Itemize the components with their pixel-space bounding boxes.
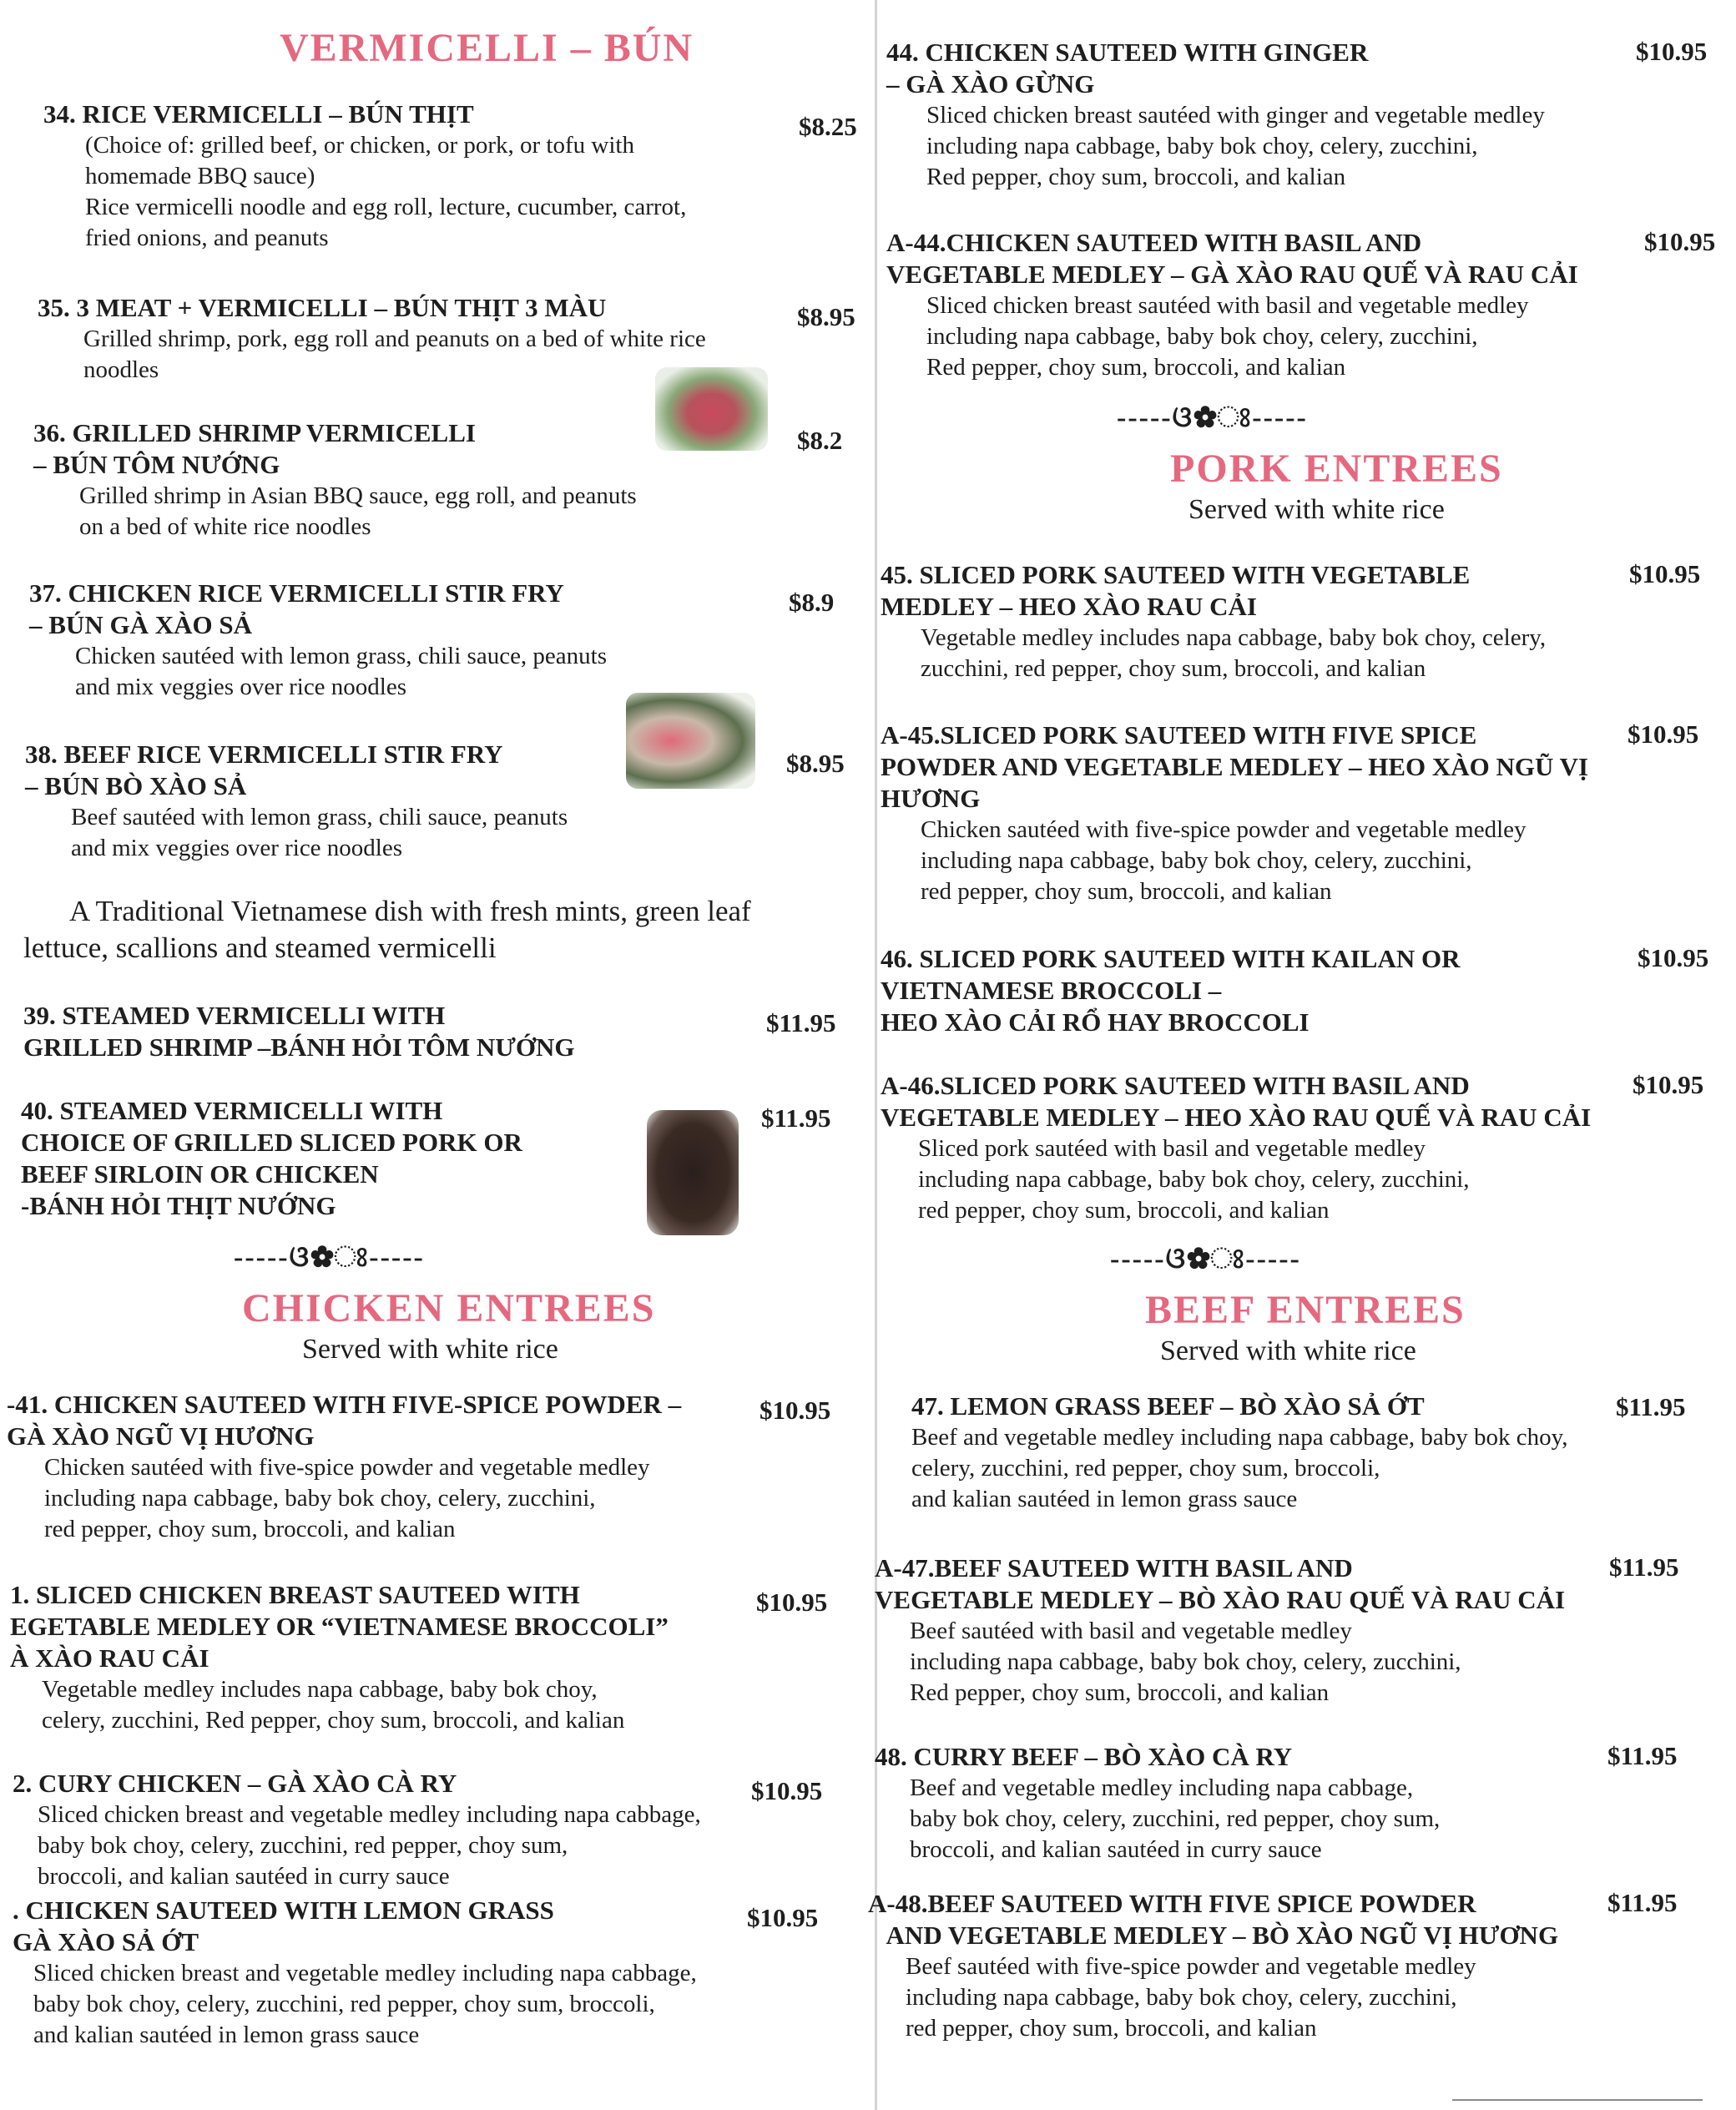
item-price: $10.95 [1638,943,1709,972]
item-description [876,1422,1728,1515]
desc-line: Red pepper, choy sum, broccoli, and kalian [910,1679,1330,1706]
desc-line: broccoli, and kalian sautéed in curry sauce [38,1863,450,1890]
item-price: $11.95 [1616,1392,1686,1421]
item-description [886,290,1729,383]
item-title [881,943,1723,1038]
item-title-line: 37. CHICKEN RICE VERMICELLI STIR FRY [29,578,564,608]
item-description [881,815,1723,907]
item-description [881,623,1723,684]
desc-line: Grilled shrimp in Asian BBQ sauce, egg roll, and peanuts [79,482,637,509]
desc-line: Sliced chicken breast sautéed with basil and vegetable medley [926,292,1529,319]
desc-line: zucchini, red pepper, choy sum, broccoli, and kalian [921,655,1426,682]
desc-line: red pepper, choy sum, broccoli, and kalian [906,2015,1317,2042]
item-title [38,292,855,324]
desc-line: noodles [83,356,159,383]
item-price: $8.95 [786,749,845,778]
desc-line: Beef and vegetable medley including napa cabbage, [910,1774,1414,1801]
item-title [25,739,843,802]
item-description [886,100,1729,193]
vermicelli-heading: VERMICELLI – BÚN [280,26,694,70]
item-title-line: 1. SLICED CHICKEN BREAST SAUTEED WITH [10,1580,580,1609]
item-price: $11.95 [1609,1552,1679,1582]
item-price: $11.95 [761,1103,831,1133]
menu-item-43b [13,1895,864,2051]
desc-line: red pepper, choy sum, broccoli, and kalian [921,878,1332,905]
item-title-line: A-45.SLICED PORK SAUTEED WITH FIVE SPICE [881,720,1477,750]
item-title [886,37,1729,100]
traditional-note [23,893,751,967]
item-title-line: GÀ XÀO SẢ ỚT [13,1927,199,1956]
desc-line: including napa cabbage, baby bok choy, celery, zucchini, [918,1166,1470,1193]
item-title-line: 2. CURY CHICKEN – GÀ XÀO CÀ RY [13,1769,457,1798]
desc-line: Beef sautéed with five-spice powder and vegetable medley [906,1953,1476,1980]
beef-heading: BEEF ENTREES [1145,1288,1466,1332]
item-price: $11.95 [766,1008,836,1037]
item-title [43,98,861,130]
item-description [13,1800,864,1892]
item-title-line: – BÚN GÀ XÀO SẢ [29,610,252,639]
item-title-line: -41. CHICKEN SAUTEED WITH FIVE-SPICE POWDER – [7,1390,682,1419]
item-title [13,1895,864,1958]
item-description [33,481,851,543]
item-price: $8.9 [789,588,835,617]
menu-item-a44 [886,227,1729,383]
menu-item-36 [33,417,851,543]
desc-line: Rice vermicelli noodle and egg roll, lecture, cucumber, carrot, [85,194,687,220]
desc-line: red pepper, choy sum, broccoli, and kalian [44,1516,456,1542]
desc-line: and mix veggies over rice noodles [71,835,403,861]
item-title-line: HƯƠNG [881,784,981,813]
item-title [23,1000,841,1063]
menu-item-a47 [875,1552,1726,1709]
menu-item-40 [21,1095,839,1222]
item-title [875,1741,1726,1773]
item-title-line: 40. STEAMED VERMICELLI WITH [21,1096,443,1125]
desc-line: including napa cabbage, baby bok choy, celery, zucchini, [921,847,1472,874]
item-description [13,1958,864,2051]
item-title [881,559,1723,623]
item-description [10,1674,861,1736]
item-price: $10.95 [1633,1070,1704,1099]
item-title-line: -BÁNH HỎI THỊT NƯỚNG [21,1191,336,1220]
chicken-subtitle: Served with white rice [302,1334,558,1365]
menu-item-37 [29,578,847,703]
item-title-line: 45. SLICED PORK SAUTEED WITH VEGETABLE [881,560,1471,589]
desc-line: and kalian sautéed in lemon grass sauce [911,1486,1298,1512]
item-title-line: 44. CHICKEN SAUTEED WITH GINGER [886,38,1369,67]
item-title-line: 47. LEMON GRASS BEEF – BÒ XÀO SẢ ỚT [911,1391,1425,1421]
item-price: $10.95 [1628,719,1699,749]
item-title [21,1095,839,1222]
desc-line: Beef and vegetable medley including napa cabbage, baby bok choy, [911,1424,1568,1451]
item-price: $10.95 [760,1396,831,1425]
item-price: $10.95 [756,1588,828,1617]
item-title-line: 36. GRILLED SHRIMP VERMICELLI [33,418,476,447]
item-title-line: A-48.BEEF SAUTEED WITH FIVE SPICE POWDER [868,1889,1476,1918]
item-title-line: À XÀO RAU CẢI [10,1643,209,1673]
desc-line: Sliced pork sautéed with basil and vegetable medley [918,1135,1426,1162]
menu-item-43 [13,1768,864,1892]
section-ornament: -----ଓ✿ଃ----- [234,1242,425,1273]
desc-line: Beef sautéed with basil and vegetable medley [910,1618,1352,1644]
desc-line: including napa cabbage, baby bok choy, celery, zucchini, [926,133,1478,159]
beef-subtitle: Served with white rice [1160,1335,1416,1366]
item-title-line: 35. 3 MEAT + VERMICELLI – BÚN THỊT 3 MÀU [38,293,607,322]
item-title [33,417,851,481]
item-title-line: VEGETABLE MEDLEY – GÀ XÀO RAU QUẾ VÀ RAU CẢI [886,260,1578,289]
desc-line: Red pepper, choy sum, broccoli, and kalian [926,164,1346,190]
menu-item-a48 [868,1888,1728,2044]
item-title-line: 48. CURRY BEEF – BÒ XÀO CÀ RY [875,1742,1293,1771]
desc-line: baby bok choy, celery, zucchini, red pepper, choy sum, broccoli, [33,1991,655,2017]
bottom-rule [1452,2099,1703,2101]
desc-line: and mix veggies over rice noodles [75,674,407,700]
menu-item-41 [7,1389,858,1545]
desc-line: Sliced chicken breast sautéed with ginger and vegetable medley [926,102,1545,129]
item-title [881,1070,1723,1133]
desc-line: Beef sautéed with lemon grass, chili sauce, peanuts [71,804,568,830]
desc-line: baby bok choy, celery, zucchini, red pepper, choy sum, [38,1832,568,1859]
item-price: $10.95 [747,1903,819,1932]
desc-line: Chicken sautéed with five-spice powder and vegetable medley [44,1454,650,1481]
item-description [868,1951,1728,2044]
item-title-line: AND VEGETABLE MEDLEY – BÒ XÀO NGŨ VỊ HƯƠNG [868,1921,1559,1950]
item-title-line: MEDLEY – HEO XÀO RAU CẢI [881,592,1257,621]
menu-item-46 [881,943,1723,1038]
menu-item-34 [43,98,861,254]
item-title-line: A-44.CHICKEN SAUTEED WITH BASIL AND [886,228,1422,257]
item-title-line: EGETABLE MEDLEY OR “VIETNAMESE BROCCOLI” [10,1612,669,1641]
item-title-line: A-46.SLICED PORK SAUTEED WITH BASIL AND [881,1071,1470,1100]
item-price: $11.95 [1607,1741,1678,1770]
desc-line: Grilled shrimp, pork, egg roll and peanuts on a bed of white rice [83,326,706,352]
menu-item-42 [10,1579,861,1736]
menu-item-47 [876,1391,1728,1515]
note-line: A Traditional Vietnamese dish with fresh mints, green leaf [69,895,751,927]
item-price: $8.25 [799,112,857,141]
item-description [875,1616,1726,1709]
item-price: $10.95 [1629,559,1701,588]
item-description [7,1452,858,1545]
item-description [881,1133,1723,1226]
item-title [886,227,1729,290]
item-title-line: CHOICE OF GRILLED SLICED PORK OR [21,1128,522,1157]
item-title-line: – BÚN BÒ XÀO SẢ [25,771,247,800]
item-title [876,1391,1728,1422]
item-title-line: . CHICKEN SAUTEED WITH LEMON GRASS [13,1895,554,1925]
item-description [43,130,861,254]
item-title-line: 39. STEAMED VERMICELLI WITH [23,1001,446,1030]
desc-line: fried onions, and peanuts [85,225,329,251]
item-price: $10.95 [1644,227,1716,256]
item-title-line: – GÀ XÀO GỪNG [886,69,1095,98]
item-title-line: POWDER AND VEGETABLE MEDLEY – HEO XÀO NGŨ VỊ [881,752,1589,781]
item-title [7,1389,858,1452]
desc-line: including napa cabbage, baby bok choy, celery, zucchini, [910,1648,1461,1675]
desc-line: Sliced chicken breast and vegetable medley including napa cabbage, [38,1801,701,1828]
item-price: $8.95 [797,302,855,331]
item-price: $10.95 [751,1776,823,1805]
desc-line: baby bok choy, celery, zucchini, red pepper, choy sum, [910,1805,1441,1832]
item-title-line: BEEF SIRLOIN OR CHICKEN [21,1159,379,1189]
item-price: $8.2 [797,426,843,455]
pork-heading: PORK ENTREES [1170,447,1503,491]
desc-line: on a bed of white rice noodles [79,513,371,540]
item-title-line: HEO XÀO CẢI RỔ HAY BROCCOLI [881,1007,1310,1037]
desc-line: Chicken sautéed with five-spice powder and vegetable medley [921,816,1527,843]
item-title-line: GRILLED SHRIMP –BÁNH HỎI TÔM NƯỚNG [23,1032,575,1062]
item-title [881,719,1723,815]
item-price: $11.95 [1607,1888,1678,1917]
menu-item-48 [875,1741,1726,1865]
desc-line: celery, zucchini, Red pepper, choy sum, broccoli, and kalian [42,1707,625,1734]
desc-line: Vegetable medley includes napa cabbage, baby bok choy, celery, [921,624,1547,651]
desc-line: including napa cabbage, baby bok choy, celery, zucchini, [44,1485,596,1512]
chicken-heading: CHICKEN ENTREES [242,1286,656,1330]
desc-line: Red pepper, choy sum, broccoli, and kalian [926,354,1346,381]
item-title-line: 38. BEEF RICE VERMICELLI STIR FRY [25,740,503,769]
note-line: lettuce, scallions and steamed vermicelli [23,931,497,964]
desc-line: red pepper, choy sum, broccoli, and kalian [918,1197,1330,1224]
menu-item-38 [25,739,843,864]
item-title [29,578,847,641]
menu-item-a46 [881,1070,1723,1226]
menu-item-45 [881,559,1723,684]
desc-line: (Choice of: grilled beef, or chicken, or pork, or tofu with [85,132,634,159]
menu-item-a45 [881,719,1723,907]
desc-line: celery, zucchini, red pepper, choy sum, broccoli, [911,1455,1380,1482]
desc-line: including napa cabbage, baby bok choy, celery, zucchini, [926,323,1478,350]
desc-line: including napa cabbage, baby bok choy, celery, zucchini, [906,1984,1457,2011]
item-title [868,1888,1728,1951]
menu-item-39 [23,1000,841,1063]
item-description [25,802,843,864]
desc-line: homemade BBQ sauce) [85,163,315,189]
desc-line: Sliced chicken breast and vegetable medley including napa cabbage, [33,1960,697,1986]
item-title [10,1579,861,1674]
item-price: $10.95 [1636,37,1708,66]
pork-subtitle: Served with white rice [1188,494,1445,525]
menu-item-44 [886,37,1729,193]
item-title-line: GÀ XÀO NGŨ VỊ HƯƠNG [7,1421,315,1451]
item-title-line: VEGETABLE MEDLEY – HEO XÀO RAU QUẾ VÀ RAU CẢI [881,1103,1592,1132]
item-title [875,1552,1726,1616]
desc-line: Chicken sautéed with lemon grass, chili sauce, peanuts [75,643,608,669]
section-ornament: -----ଓ✿ଃ----- [1117,402,1308,433]
item-title-line: VIETNAMESE BROCCOLI – [881,976,1222,1005]
desc-line: Vegetable medley includes napa cabbage, baby bok choy, [42,1676,598,1703]
item-title-line: – BÚN TÔM NƯỚNG [33,450,280,479]
item-title-line: VEGETABLE MEDLEY – BÒ XÀO RAU QUẾ VÀ RAU CẢI [875,1585,1566,1614]
desc-line: and kalian sautéed in lemon grass sauce [33,2022,420,2048]
item-title-line: A-47.BEEF SAUTEED WITH BASIL AND [875,1553,1353,1582]
item-title-line: 34. RICE VERMICELLI – BÚN THỊT [43,99,474,129]
desc-line: broccoli, and kalian sautéed in curry sauce [910,1836,1322,1863]
section-ornament: -----ଓ✿ଃ----- [1110,1244,1301,1275]
item-title-line: 46. SLICED PORK SAUTEED WITH KAILAN OR [881,944,1461,973]
item-title [13,1768,864,1800]
item-description [875,1773,1726,1865]
